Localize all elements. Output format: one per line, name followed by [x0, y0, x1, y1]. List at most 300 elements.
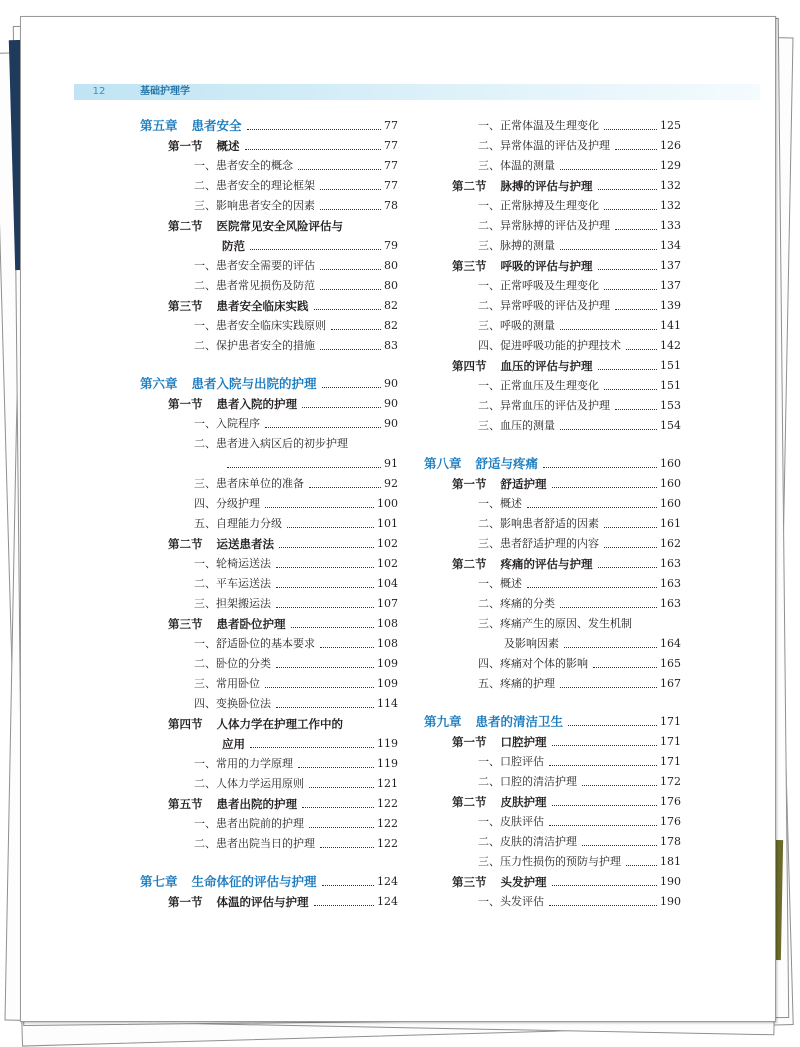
toc-page-number: 190: [660, 895, 681, 908]
toc-section: [168, 534, 398, 552]
toc-title: 医院常见安全风险评估与: [216, 219, 343, 233]
toc-title: 三、压力性损伤的预防与护理: [478, 855, 621, 868]
toc-page-number: 137: [660, 279, 681, 292]
toc-title: 运送患者法: [216, 537, 274, 551]
dot-leader: [564, 647, 657, 648]
toc-page-number: 167: [660, 677, 681, 690]
dot-leader: [320, 847, 374, 848]
toc-section: [452, 792, 681, 810]
toc-section: [168, 216, 398, 234]
toc-page-number: 176: [660, 795, 681, 808]
toc-title: 一、常用的力学原理: [194, 757, 293, 770]
toc-page-number: 82: [384, 299, 398, 312]
dot-leader: [598, 189, 658, 190]
toc-page-number: 100: [377, 497, 398, 510]
toc-item: [504, 634, 681, 652]
toc-title: 二、口腔的清洁护理: [478, 775, 577, 788]
dot-leader: [604, 289, 657, 290]
page-number: 12: [92, 86, 106, 97]
book-title: 基础护理学: [140, 86, 190, 97]
dot-leader: [598, 369, 658, 370]
toc-label: 第一节: [168, 397, 203, 411]
toc-title: 患者的清洁卫生: [475, 714, 564, 729]
toc-title: 三、影响患者安全的因素: [194, 199, 315, 212]
toc-page-number: 109: [377, 677, 398, 690]
toc-title: 三、疼痛产生的原因、发生机制: [478, 617, 632, 630]
toc-title: 三、患者床单位的准备: [194, 477, 304, 490]
toc-page-number: 137: [660, 259, 681, 272]
toc-title: 患者安全: [191, 118, 242, 133]
toc-title: 二、异常呼吸的评估及护理: [478, 299, 610, 312]
toc-label: 第二节: [168, 219, 203, 233]
toc-page-number: 77: [384, 179, 398, 192]
toc-title: 患者入院与出院的护理: [191, 376, 317, 391]
toc-label: 第二节: [168, 537, 203, 551]
toc-label: 第二节: [452, 795, 487, 809]
toc-title: 人体力学在护理工作中的: [216, 717, 343, 731]
dot-leader: [593, 667, 657, 668]
toc-title: 三、患者舒适护理的内容: [478, 537, 599, 550]
toc-title: 二、保护患者安全的措施: [194, 339, 315, 352]
dot-leader: [604, 389, 657, 390]
toc-page-number: 109: [377, 657, 398, 670]
toc-title: 二、异常体温的评估及护理: [478, 139, 610, 152]
toc-section: [222, 236, 398, 254]
toc-title: 二、卧位的分类: [194, 657, 271, 670]
toc-item: [478, 156, 681, 174]
dot-leader: [302, 407, 381, 408]
dot-leader: [279, 547, 374, 548]
toc-item: [478, 594, 681, 612]
dot-leader: [604, 129, 657, 130]
toc-page-number: 119: [377, 757, 398, 770]
toc-page-number: 79: [384, 239, 398, 252]
toc-section: [452, 256, 681, 274]
toc-title: 二、患者常见损伤及防范: [194, 279, 315, 292]
toc-title: 皮肤护理: [500, 795, 547, 809]
dot-leader: [227, 467, 381, 468]
toc-title: 五、疼痛的护理: [478, 677, 555, 690]
toc-item: [194, 256, 398, 274]
toc-page-number: 190: [660, 875, 681, 888]
toc-title: 防范: [222, 239, 245, 253]
toc-page-number: 122: [377, 797, 398, 810]
toc-title: 应用: [222, 737, 245, 751]
toc-title: 三、血压的测量: [478, 419, 555, 432]
toc-title: 及影响因素: [504, 637, 559, 650]
dot-leader: [582, 785, 657, 786]
dot-leader: [527, 587, 657, 588]
toc-item: [478, 614, 681, 632]
toc-title: 三、常用卧位: [194, 677, 260, 690]
toc-title: 概述: [216, 139, 240, 153]
toc-title: 二、疼痛的分类: [478, 597, 555, 610]
toc-label: 第四节: [452, 359, 487, 373]
toc-section: [168, 296, 398, 314]
toc-label: 第五章: [140, 118, 178, 133]
toc-section: [452, 732, 681, 750]
dot-leader: [549, 765, 657, 766]
toc-item: [194, 474, 398, 492]
toc-page-number: 80: [384, 279, 398, 292]
toc-title: 患者安全临床实践: [216, 299, 309, 313]
toc-title: 一、头发评估: [478, 895, 544, 908]
toc-item: [478, 136, 681, 154]
toc-label: 第八章: [424, 456, 462, 471]
dot-leader: [309, 827, 374, 828]
toc-title: 三、体温的测量: [478, 159, 555, 172]
toc-page-number: 164: [660, 637, 681, 650]
toc-title: 一、舒适卧位的基本要求: [194, 637, 315, 650]
toc-page-number: 171: [660, 735, 681, 748]
dot-leader: [552, 885, 658, 886]
toc-page-number: 101: [377, 517, 398, 530]
toc-section: [168, 614, 398, 632]
dot-leader: [331, 329, 381, 330]
toc-label: 第二节: [452, 179, 487, 193]
dot-leader: [626, 865, 657, 866]
dot-leader: [276, 607, 374, 608]
dot-leader: [298, 169, 381, 170]
toc-page-number: 90: [384, 397, 398, 410]
toc-section: [452, 356, 681, 374]
toc-item: [194, 414, 398, 432]
toc-page-number: 90: [384, 417, 398, 430]
toc-title: 生命体征的评估与护理: [191, 874, 317, 889]
toc-page-number: 82: [384, 319, 398, 332]
toc-title: 体温的评估与护理: [216, 895, 309, 909]
toc-page-number: 171: [660, 715, 681, 728]
toc-page-number: 125: [660, 119, 681, 132]
toc-item: [478, 832, 681, 850]
toc-section: [168, 794, 398, 812]
toc-page-number: 122: [377, 817, 398, 830]
toc-item: [478, 674, 681, 692]
toc-chapter: [140, 374, 398, 392]
dot-leader: [552, 487, 658, 488]
toc-item: [194, 654, 398, 672]
toc-title: 疼痛的评估与护理: [500, 557, 593, 571]
toc-item: [194, 434, 398, 452]
dot-leader: [298, 767, 374, 768]
toc-page-number: 151: [660, 379, 681, 392]
dot-leader: [560, 169, 657, 170]
dot-leader: [320, 189, 381, 190]
toc-title: 一、正常血压及生理变化: [478, 379, 599, 392]
toc-title: 一、入院程序: [194, 417, 260, 430]
toc-page-number: 142: [660, 339, 681, 352]
toc-item: [194, 814, 398, 832]
toc-title: 一、正常脉搏及生理变化: [478, 199, 599, 212]
dot-leader: [265, 507, 374, 508]
toc-item: [478, 196, 681, 214]
toc-section: [452, 474, 681, 492]
toc-item: [194, 754, 398, 772]
toc-label: 第一节: [168, 895, 203, 909]
dot-leader: [276, 567, 374, 568]
toc-item: [478, 534, 681, 552]
dot-leader: [276, 707, 374, 708]
dot-leader: [320, 349, 381, 350]
toc-chapter: [424, 712, 681, 730]
toc-item: [478, 396, 681, 414]
dot-leader: [320, 209, 381, 210]
toc-item: [478, 216, 681, 234]
toc-page-number: 163: [660, 557, 681, 570]
dot-leader: [309, 487, 381, 488]
dot-leader: [604, 547, 657, 548]
toc-page-number: 172: [660, 775, 681, 788]
toc-section: [168, 394, 398, 412]
dot-leader: [560, 607, 657, 608]
toc-page-number: 77: [384, 139, 398, 152]
dot-leader: [250, 249, 381, 250]
toc-page-number: 108: [377, 637, 398, 650]
toc-label: 第二节: [452, 557, 487, 571]
dot-leader: [265, 687, 374, 688]
toc-label: 第四节: [168, 717, 203, 731]
dot-leader: [314, 905, 375, 906]
toc-label: 第一节: [452, 477, 487, 491]
dot-leader: [543, 467, 657, 468]
toc-title: 二、患者出院当日的护理: [194, 837, 315, 850]
dot-leader: [598, 567, 658, 568]
toc-page-number: 92: [384, 477, 398, 490]
toc-label: 第三节: [452, 259, 487, 273]
dot-leader: [322, 387, 381, 388]
toc-title: 血压的评估与护理: [500, 359, 593, 373]
toc-section: [452, 554, 681, 572]
toc-title: 三、呼吸的测量: [478, 319, 555, 332]
toc-title: 四、变换卧位法: [194, 697, 271, 710]
toc-page-number: 124: [377, 895, 398, 908]
dot-leader: [549, 825, 657, 826]
dot-leader: [322, 885, 374, 886]
toc-title: 二、影响患者舒适的因素: [478, 517, 599, 530]
dot-leader: [582, 845, 657, 846]
dot-leader: [309, 787, 374, 788]
toc-page-number: 162: [660, 537, 681, 550]
toc-item: [194, 554, 398, 572]
toc-label: 第三节: [168, 299, 203, 313]
toc-title: 四、促进呼吸功能的护理技术: [478, 339, 621, 352]
toc-page-number: 102: [377, 537, 398, 550]
toc-item: [478, 336, 681, 354]
toc-page-number: 154: [660, 419, 681, 432]
toc-item: [478, 772, 681, 790]
toc-title: 一、皮肤评估: [478, 815, 544, 828]
toc-title: 一、正常体温及生理变化: [478, 119, 599, 132]
toc-page-number: 77: [384, 159, 398, 172]
toc-page-number: 181: [660, 855, 681, 868]
toc-page-number: 107: [377, 597, 398, 610]
toc-label: 第三节: [452, 875, 487, 889]
toc-title: 二、异常血压的评估及护理: [478, 399, 610, 412]
toc-item: [478, 752, 681, 770]
toc-item: [194, 774, 398, 792]
toc-item: [478, 416, 681, 434]
dot-leader: [615, 229, 657, 230]
toc-section: [168, 136, 398, 154]
toc-page-number: 160: [660, 457, 681, 470]
toc-page-number: 139: [660, 299, 681, 312]
toc-title: 二、人体力学运用原则: [194, 777, 304, 790]
toc-item: [194, 316, 398, 334]
toc-section: [452, 176, 681, 194]
toc-page-number: 178: [660, 835, 681, 848]
toc-title: 四、分级护理: [194, 497, 260, 510]
toc-item: [478, 316, 681, 334]
toc-page-number: 83: [384, 339, 398, 352]
toc-item: [478, 494, 681, 512]
toc-page-number: 165: [660, 657, 681, 670]
dot-leader: [320, 269, 381, 270]
toc-title: 二、皮肤的清洁护理: [478, 835, 577, 848]
toc-page-number: 160: [660, 477, 681, 490]
toc-section: [168, 714, 398, 732]
toc-title: 口腔护理: [500, 735, 547, 749]
dot-leader: [320, 647, 374, 648]
toc-page-number: 104: [377, 577, 398, 590]
dot-leader: [598, 269, 658, 270]
toc-page-number: 132: [660, 179, 681, 192]
toc-page-number: 91: [384, 457, 398, 470]
toc-page-number: 121: [377, 777, 398, 790]
dot-leader: [615, 309, 657, 310]
toc-page-number: 119: [377, 737, 398, 750]
toc-item: [194, 594, 398, 612]
dot-leader: [615, 409, 657, 410]
toc-item: [194, 276, 398, 294]
toc-page-number: 80: [384, 259, 398, 272]
toc-label: 第一节: [452, 735, 487, 749]
toc-title: 脉搏的评估与护理: [500, 179, 593, 193]
dot-leader: [527, 507, 657, 508]
toc-page-number: 114: [377, 697, 398, 710]
toc-title: 一、概述: [478, 497, 522, 510]
toc-item: [478, 514, 681, 532]
toc-title: 一、患者安全的概念: [194, 159, 293, 172]
dot-leader: [247, 129, 381, 130]
toc-label: 第九章: [424, 714, 462, 729]
toc-item: [478, 852, 681, 870]
toc-section: [222, 734, 398, 752]
toc-item: [222, 454, 398, 472]
toc-title: 一、轮椅运送法: [194, 557, 271, 570]
toc-page-number: 133: [660, 219, 681, 232]
dot-leader: [626, 349, 657, 350]
toc-chapter: [424, 454, 681, 472]
toc-page-number: 151: [660, 359, 681, 372]
toc-item: [478, 236, 681, 254]
toc-title: 患者卧位护理: [216, 617, 286, 631]
toc-item: [194, 834, 398, 852]
toc-page-number: 163: [660, 577, 681, 590]
dot-leader: [560, 329, 657, 330]
toc-title: 头发护理: [500, 875, 547, 889]
toc-page-number: 122: [377, 837, 398, 850]
toc-page-number: 132: [660, 199, 681, 212]
dot-leader: [568, 725, 657, 726]
toc-title: 患者出院的护理: [216, 797, 297, 811]
toc-chapter: [140, 872, 398, 890]
toc-label: 第六章: [140, 376, 178, 391]
toc-title: 一、患者安全临床实践原则: [194, 319, 326, 332]
toc-page-number: 160: [660, 497, 681, 510]
dot-leader: [552, 805, 658, 806]
toc-item: [194, 156, 398, 174]
toc-item: [478, 376, 681, 394]
toc-chapter: [140, 116, 398, 134]
toc-label: 第五节: [168, 797, 203, 811]
toc-item: [194, 634, 398, 652]
toc-item: [478, 892, 681, 910]
toc-item: [478, 812, 681, 830]
dot-leader: [604, 527, 657, 528]
toc-page-number: 163: [660, 597, 681, 610]
toc-page-number: 126: [660, 139, 681, 152]
toc-title: 一、患者安全需要的评估: [194, 259, 315, 272]
toc-page-number: 102: [377, 557, 398, 570]
toc-label: 第一节: [168, 139, 203, 153]
dot-leader: [560, 687, 657, 688]
dot-leader: [276, 587, 374, 588]
toc-title: 三、担架搬运法: [194, 597, 271, 610]
toc-item: [478, 296, 681, 314]
dot-leader: [276, 667, 374, 668]
dot-leader: [552, 745, 658, 746]
dot-leader: [245, 149, 382, 150]
toc-section: [452, 872, 681, 890]
dot-leader: [320, 289, 381, 290]
toc-title: 三、脉搏的测量: [478, 239, 555, 252]
toc-page-number: 141: [660, 319, 681, 332]
toc-label: 第七章: [140, 874, 178, 889]
toc-title: 舒适护理: [500, 477, 547, 491]
toc-page-number: 78: [384, 199, 398, 212]
toc-title: 二、异常脉搏的评估及护理: [478, 219, 610, 232]
toc-item: [194, 196, 398, 214]
toc-item: [194, 336, 398, 354]
dot-leader: [314, 309, 382, 310]
toc-title: 一、正常呼吸及生理变化: [478, 279, 599, 292]
toc-title: 二、平车运送法: [194, 577, 271, 590]
toc-item: [478, 574, 681, 592]
toc-page-number: 77: [384, 119, 398, 132]
toc-page-number: 108: [377, 617, 398, 630]
toc-title: 呼吸的评估与护理: [500, 259, 593, 273]
toc-section: [168, 892, 398, 910]
toc-item: [194, 694, 398, 712]
dot-leader: [549, 905, 657, 906]
toc-item: [194, 176, 398, 194]
toc-page-number: 153: [660, 399, 681, 412]
toc-item: [194, 574, 398, 592]
toc-title: 二、患者进入病区后的初步护理: [194, 437, 348, 450]
dot-leader: [291, 627, 375, 628]
dot-leader: [302, 807, 374, 808]
toc-title: 五、自理能力分级: [194, 517, 282, 530]
toc-page-number: 124: [377, 875, 398, 888]
toc-item: [478, 654, 681, 672]
dot-leader: [560, 429, 657, 430]
dot-leader: [604, 209, 657, 210]
toc-title: 一、口腔评估: [478, 755, 544, 768]
toc-item: [194, 514, 398, 532]
toc-page-number: 134: [660, 239, 681, 252]
toc-page-number: 176: [660, 815, 681, 828]
toc-page-number: 171: [660, 755, 681, 768]
